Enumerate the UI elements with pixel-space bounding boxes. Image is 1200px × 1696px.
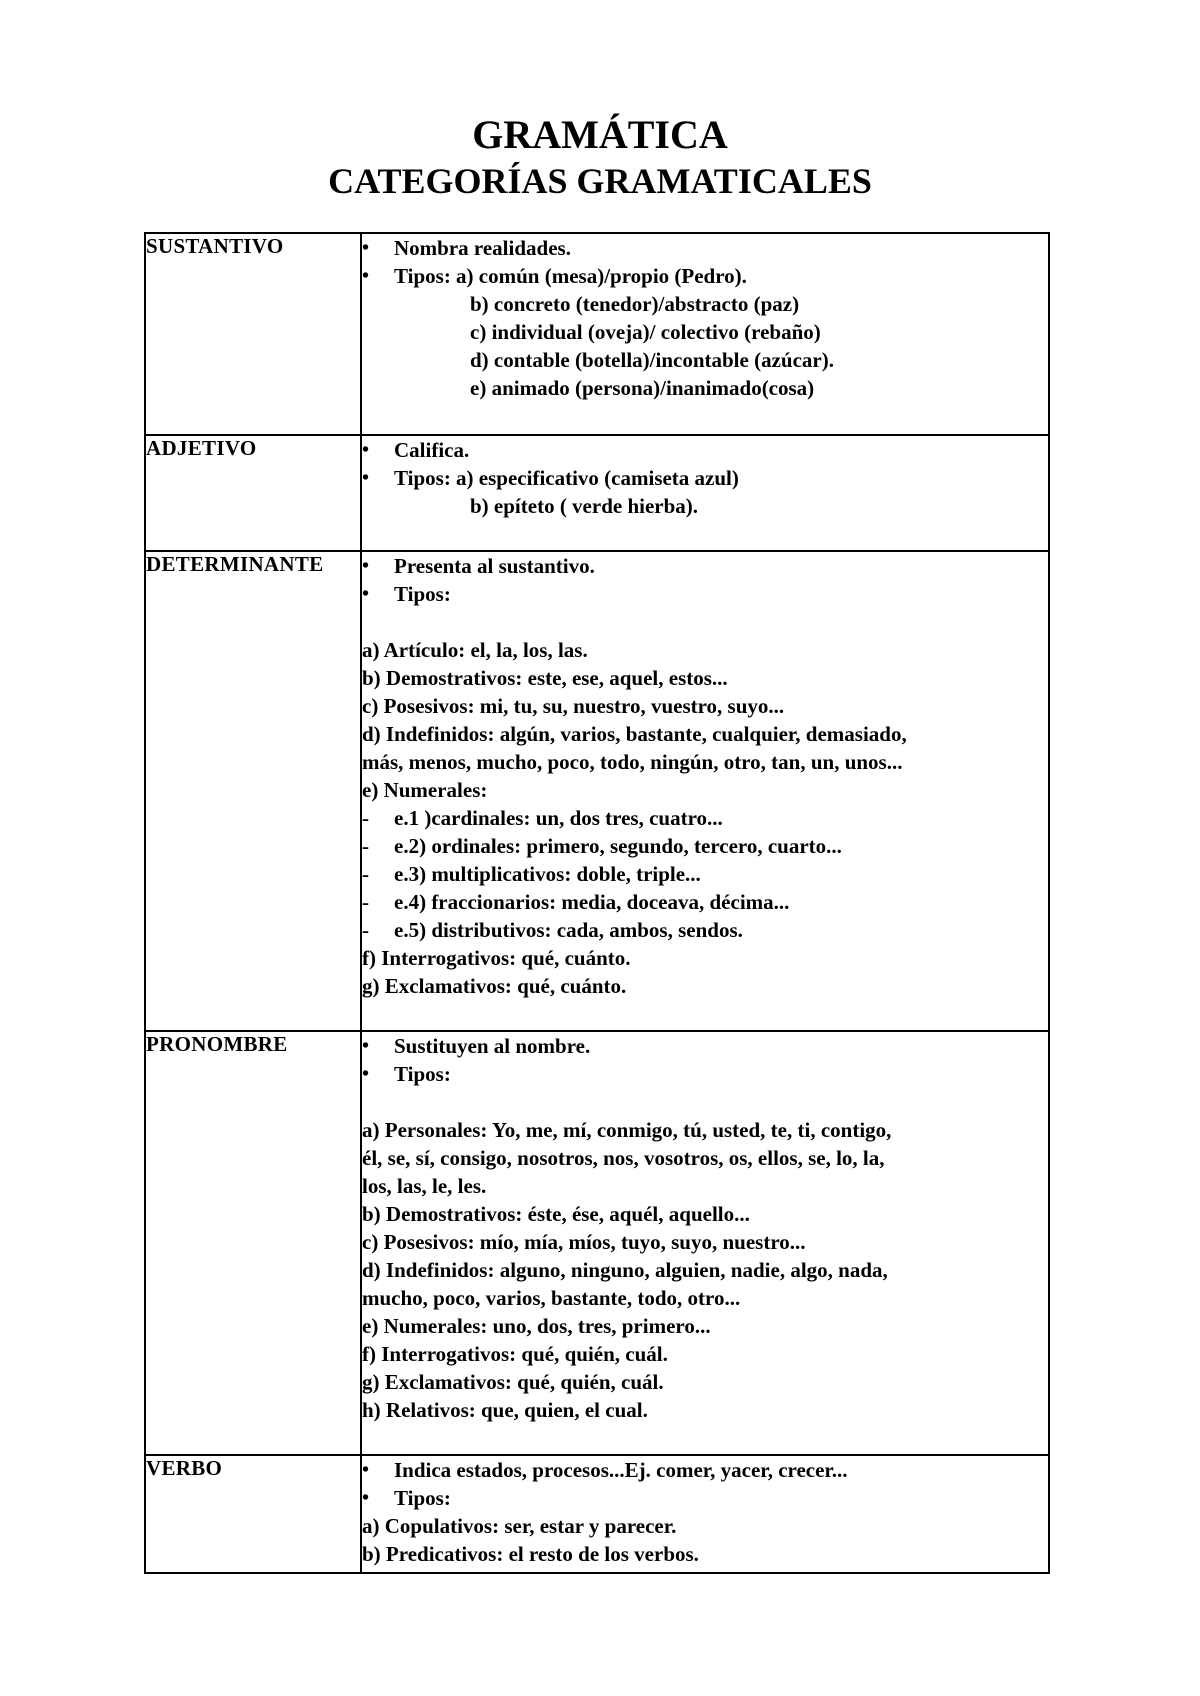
type-item-continued: mucho, poco, varios, bastante, todo, otro... [362, 1286, 741, 1310]
type-item: g) Exclamativos: qué, quién, cuál. [362, 1370, 664, 1394]
type-item: e) Numerales: [362, 778, 488, 802]
type-item: b) Demostrativos: éste, ése, aquél, aquello... [362, 1202, 750, 1226]
type-item: b) Demostrativos: este, ese, aquel, estos... [362, 666, 728, 690]
type-item-continued: los, las, le, les. [362, 1174, 487, 1198]
subtype-item: - e.4) fraccionarios: media, doceava, décima... [362, 888, 1048, 916]
bullet-item: • Tipos: [362, 1060, 1048, 1088]
category-label: ADJETIVO [145, 435, 361, 551]
row-verbo [145, 1455, 1049, 1573]
type-item: e) Numerales: uno, dos, tres, primero... [362, 1314, 711, 1338]
type-item: f) Interrogativos: qué, quién, cuál. [362, 1342, 668, 1366]
category-label: PRONOMBRE [145, 1031, 361, 1455]
type-item: a) Artículo: el, la, los, las. [362, 638, 588, 662]
bullet-item: • Tipos: a) común (mesa)/propio (Pedro). [362, 262, 1048, 290]
row-determinante [145, 551, 1049, 1031]
type-item: c) Posesivos: mi, tu, su, nuestro, vuestro, suyo... [362, 694, 785, 718]
type-item-continued: más, menos, mucho, poco, todo, ningún, otro, tan, un, unos... [362, 750, 903, 774]
type-item: b) Predicativos: el resto de los verbos. [362, 1542, 699, 1566]
category-description [361, 233, 1049, 435]
type-item: c) Posesivos: mío, mía, míos, tuyo, suyo, nuestro... [362, 1230, 806, 1254]
type-item: f) Interrogativos: qué, cuánto. [362, 946, 631, 970]
type-item: g) Exclamativos: qué, cuánto. [362, 974, 627, 998]
bullet-item: • Sustituyen al nombre. [362, 1032, 1048, 1060]
row-adjetivo [145, 435, 1049, 551]
subtype-item: - e.3) multiplicativos: doble, triple... [362, 860, 1048, 888]
subtype-item: - e.5) distributivos: cada, ambos, sendos. [362, 916, 1048, 944]
category-description [361, 1031, 1049, 1455]
bullet-item: • Nombra realidades. [362, 234, 1048, 262]
type-item: d) Indefinidos: algún, varios, bastante, cualquier, demasiado, [362, 722, 907, 746]
row-pronombre [145, 1031, 1049, 1455]
page-subtitle: CATEGORÍAS GRAMATICALES [328, 161, 872, 201]
type-item: a) Personales: Yo, me, mí, conmigo, tú, usted, te, ti, contigo, [362, 1118, 892, 1142]
bullet-item: • Tipos: [362, 1484, 1048, 1512]
page-title: GRAMÁTICA [472, 112, 728, 157]
bullet-item: • Presenta al sustantivo. [362, 552, 1048, 580]
bullet-item: • Tipos: a) especificativo (camiseta azul) [362, 464, 1048, 492]
indented-item: c) individual (oveja)/ colectivo (rebaño) [470, 320, 821, 344]
type-item: h) Relativos: que, quien, el cual. [362, 1398, 648, 1422]
category-description [361, 435, 1049, 551]
bullet-item: • Indica estados, procesos...Ej. comer, yacer, crecer... [362, 1456, 1048, 1484]
indented-item: b) epíteto ( verde hierba). [470, 494, 699, 518]
row-sustantivo [145, 233, 1049, 435]
type-item: d) Indefinidos: alguno, ninguno, alguien, nadie, algo, nada, [362, 1258, 888, 1282]
type-item-continued: él, se, sí, consigo, nosotros, nos, vosotros, os, ellos, se, lo, la, [362, 1146, 885, 1170]
bullet-item: • Tipos: [362, 580, 1048, 608]
subtype-item: - e.1 )cardinales: un, dos tres, cuatro... [362, 804, 1048, 832]
categories-table [144, 232, 1050, 1574]
indented-item: e) animado (persona)/inanimado(cosa) [470, 376, 815, 400]
type-item: a) Copulativos: ser, estar y parecer. [362, 1514, 677, 1538]
indented-item: b) concreto (tenedor)/abstracto (paz) [470, 292, 800, 316]
category-description [361, 551, 1049, 1031]
category-label: SUSTANTIVO [145, 233, 361, 435]
indented-item: d) contable (botella)/incontable (azúcar). [470, 348, 834, 372]
bullet-item: • Califica. [362, 436, 1048, 464]
category-label: VERBO [145, 1455, 361, 1573]
category-label: DETERMINANTE [145, 551, 361, 1031]
subtype-item: - e.2) ordinales: primero, segundo, tercero, cuarto... [362, 832, 1048, 860]
category-description [361, 1455, 1049, 1573]
